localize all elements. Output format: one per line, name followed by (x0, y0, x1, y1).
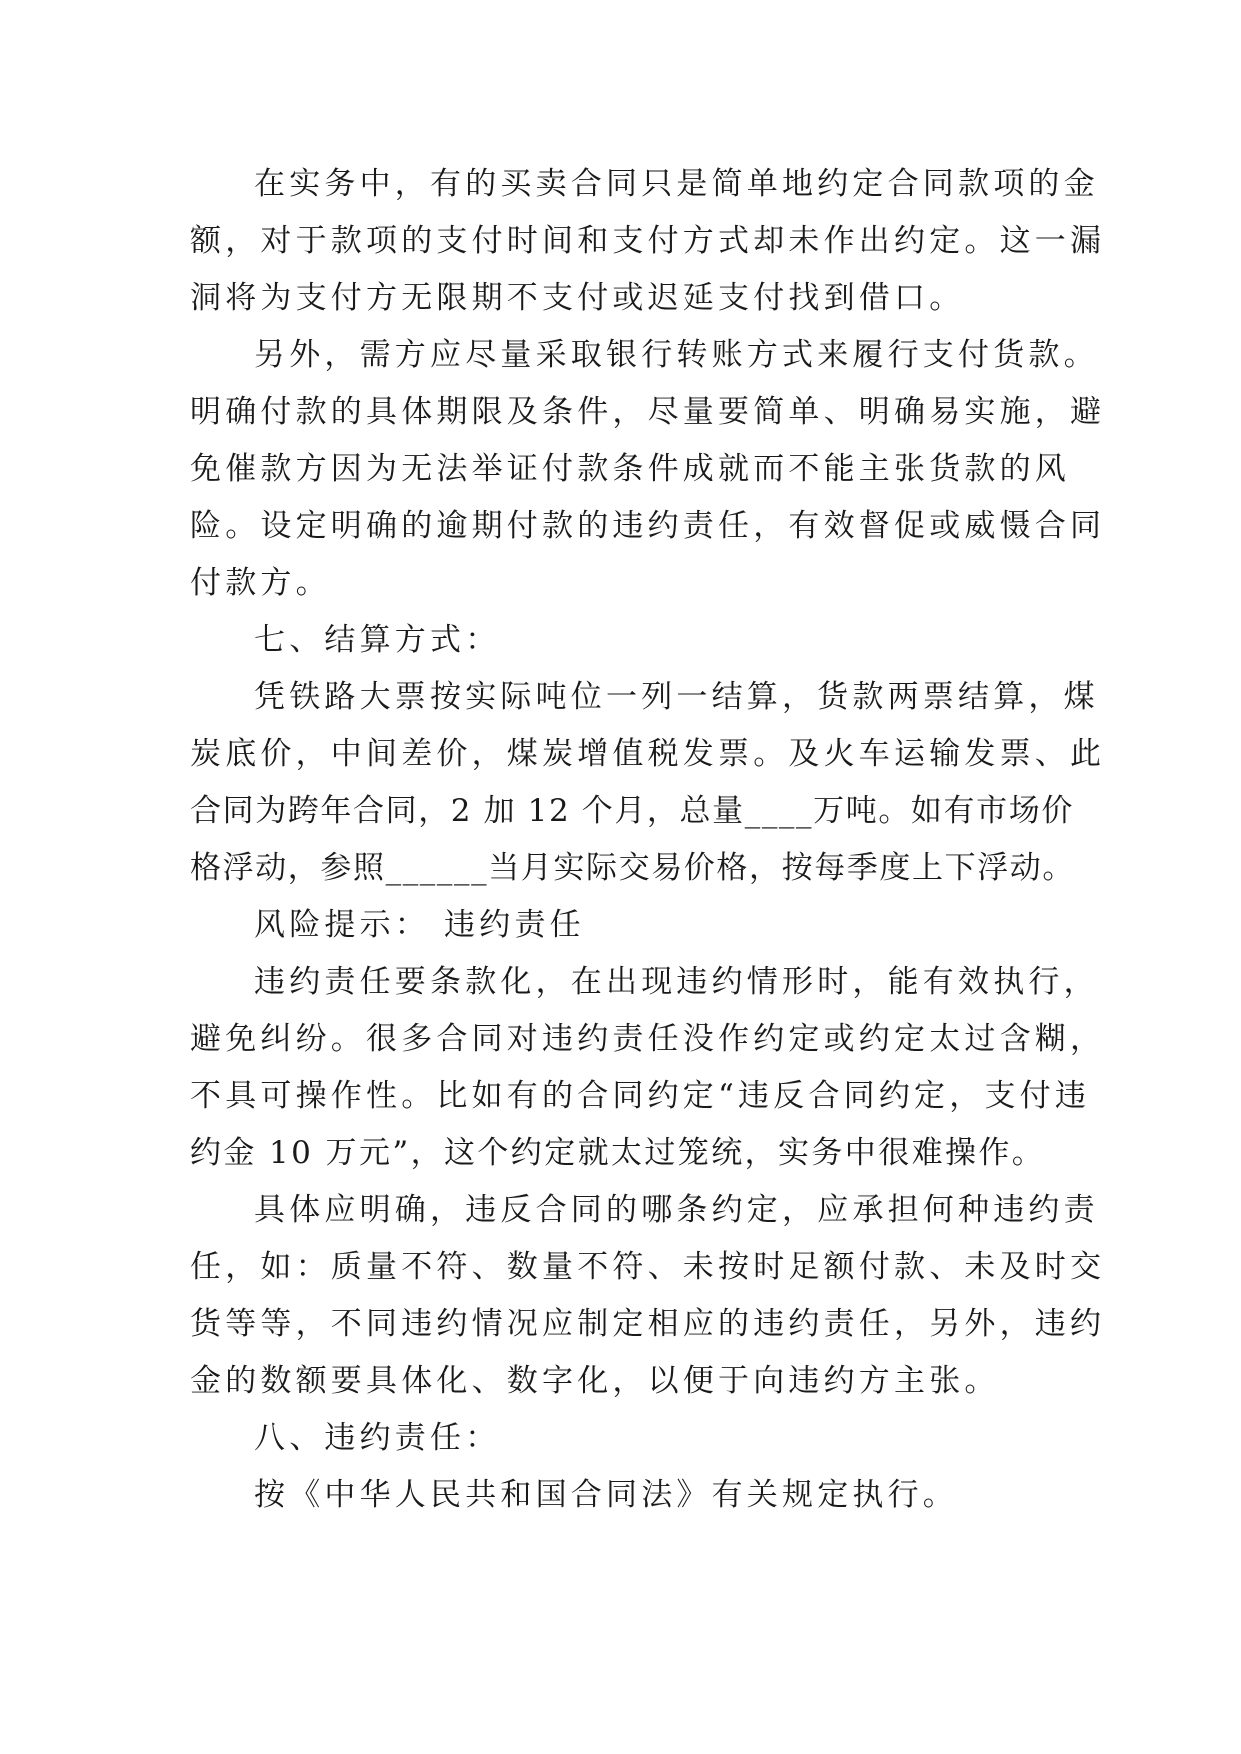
text-line: 免催款方因为无法举证付款条件成就而不能主张货款的风 (190, 451, 1070, 487)
text-line: 额，对于款项的支付时间和支付方式却未作出约定。这一漏 (190, 223, 1106, 259)
document-body (190, 156, 1106, 1524)
text-line: 险。设定明确的逾期付款的违约责任，有效督促或威慑合同 (190, 508, 1106, 544)
text-line: 违约责任要条款化，在出现违约情形时，能有效执行， (254, 964, 1099, 1000)
text-line: 金的数额要具体化、数字化，以便于向违约方主张。 (190, 1363, 1000, 1399)
section-heading: 八、违约责任： (254, 1420, 501, 1456)
text-line: 格浮动，参照______当月实际交易价格，按每季度上下浮动。 (190, 850, 1075, 886)
text-line: 明确付款的具体期限及条件，尽量要简单、明确易实施，避 (190, 394, 1106, 430)
text-line: 洞将为支付方无限期不支付或迟延支付找到借口。 (190, 280, 965, 316)
text-line: 货等等，不同违约情况应制定相应的违约责任，另外，违约 (190, 1306, 1106, 1342)
text-line: 合同为跨年合同，2 加 12 个月，总量____万吨。如有市场价 (190, 793, 1074, 829)
text-line: 付款方。 (190, 565, 331, 601)
text-line: 避免纠纷。很多合同对违约责任没作约定或约定太过含糊， (190, 1021, 1106, 1057)
text-line: 任，如：质量不符、数量不符、未按时足额付款、未及时交 (190, 1249, 1106, 1285)
section-heading: 七、结算方式： (254, 622, 501, 658)
text-line: 具体应明确，违反合同的哪条约定，应承担何种违约责 (254, 1192, 1099, 1228)
risk-tip-heading: 风险提示： 违约责任 (254, 907, 585, 943)
text-line: 炭底价，中间差价，煤炭增值税发票。及火车运输发票、此 (190, 736, 1106, 772)
text-line: 约金 10 万元”，这个约定就太过笼统，实务中很难操作。 (190, 1135, 1046, 1171)
text-line: 凭铁路大票按实际吨位一列一结算，货款两票结算，煤 (254, 679, 1099, 715)
text-line: 在实务中，有的买卖合同只是简单地约定合同款项的金 (254, 166, 1099, 202)
text-line: 另外，需方应尽量采取银行转账方式来履行支付货款。 (254, 337, 1099, 373)
text-line: 按《中华人民共和国合同法》有关规定执行。 (254, 1477, 958, 1513)
text-line: 不具可操作性。比如有的合同约定“违反合同约定，支付违 (190, 1078, 1091, 1114)
